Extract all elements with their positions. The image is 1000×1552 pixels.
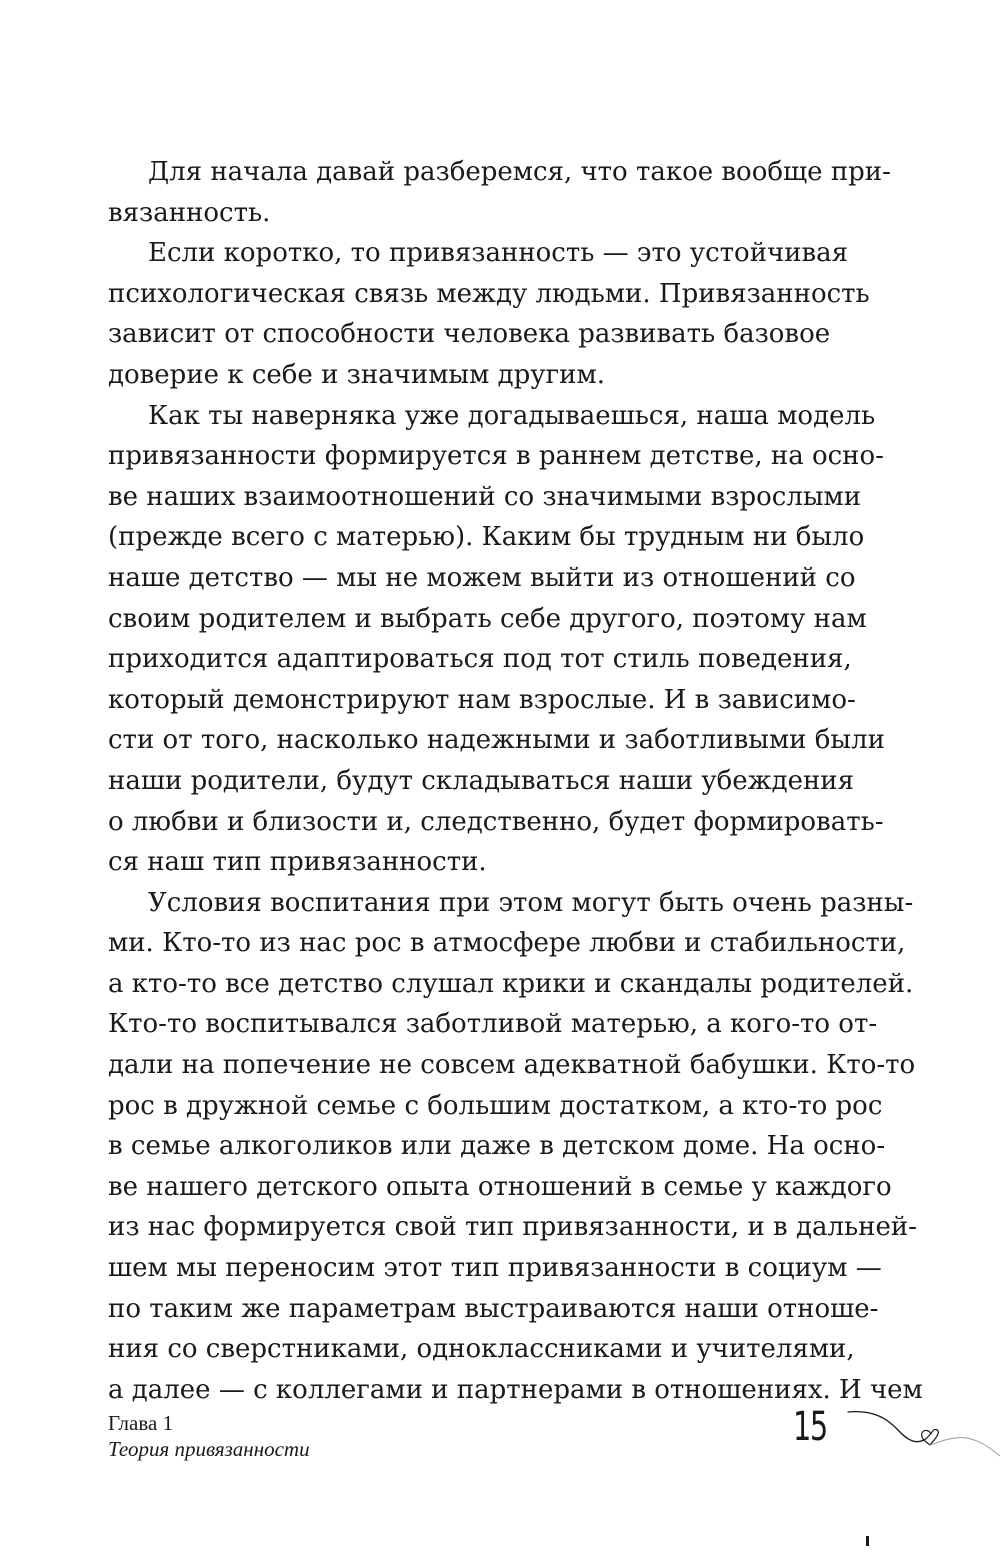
- text-line: Если коротко, то привязанность — это устойчивая: [148, 238, 849, 269]
- text-line: ми. Кто-то из нас рос в атмосфере любви и стабильности,: [108, 928, 906, 959]
- text-line: своим родителем и выбрать себе другого, поэтому нам: [108, 603, 867, 634]
- text-line: дали на попечение не совсем адекватной бабушки. Кто-то: [108, 1050, 916, 1081]
- text-line: Кто-то воспитывался заботливой матерью, а кого-то от-: [108, 1009, 878, 1040]
- text-line: сти от того, насколько надежными и заботливыми были: [108, 725, 885, 756]
- text-line: привязанности формируется в раннем детстве, на осно-: [108, 441, 884, 472]
- text-line: который демонстрируют нам взрослые. И в зависимо-: [108, 684, 856, 715]
- text-line: в семье алкоголиков или даже в детском доме. На осно-: [108, 1131, 886, 1162]
- page-number: 15: [793, 1404, 827, 1450]
- text-line: ве наших взаимоотношений со значимыми взрослыми: [108, 481, 862, 512]
- footer-chapter-title: Теория привязанности: [108, 1437, 310, 1461]
- text-line: Условия воспитания при этом могут быть очень разны-: [148, 887, 914, 918]
- text-line: шем мы переносим этот тип привязанности в социум —: [108, 1253, 882, 1284]
- text-line: приходится адаптироваться под тот стиль поведения,: [108, 644, 852, 675]
- text-line: (прежде всего с матерью). Каким бы трудным ни было: [108, 522, 865, 553]
- text-line: Для начала давай разберемся, что такое вообще при-: [148, 157, 891, 187]
- text-line: по таким же параметрам выстраиваются наши отноше-: [108, 1293, 879, 1324]
- footer-chapter-label: Глава 1: [108, 1411, 174, 1435]
- heart-swirl-icon: [840, 1396, 1000, 1460]
- text-line: из нас формируется свой тип привязанности, и в дальней-: [108, 1212, 917, 1243]
- registration-mark: [866, 1536, 869, 1546]
- text-line: доверие к себе и значимым другим.: [108, 359, 605, 390]
- text-line: психологическая связь между людьми. Привязанность: [108, 278, 870, 309]
- text-line: о любви и близости и, следственно, будет формировать-: [108, 806, 884, 837]
- text-line: ве нашего детского опыта отношений в семье у каждого: [108, 1171, 892, 1202]
- text-line: наши родители, будут складываться наши убеждения: [108, 765, 855, 796]
- text-line: зависит от способности человека развивать базовое: [108, 319, 831, 350]
- body-text: [108, 152, 923, 1410]
- text-line: вязанность.: [108, 197, 271, 228]
- text-line: Как ты наверняка уже догадываешься, наша модель: [148, 400, 876, 431]
- text-line: ния со сверстниками, одноклассниками и учителями,: [108, 1334, 855, 1365]
- text-line: а кто-то все детство слушал крики и скандалы родителей.: [108, 968, 914, 999]
- text-line: ся наш тип привязанности.: [108, 847, 487, 878]
- text-line: рос в дружной семье с большим достатком, а кто-то рос: [108, 1090, 883, 1121]
- text-line: а далее — с коллегами и партнерами в отношениях. И чем: [108, 1374, 923, 1405]
- text-line: наше детство — мы не можем выйти из отношений со: [108, 562, 856, 593]
